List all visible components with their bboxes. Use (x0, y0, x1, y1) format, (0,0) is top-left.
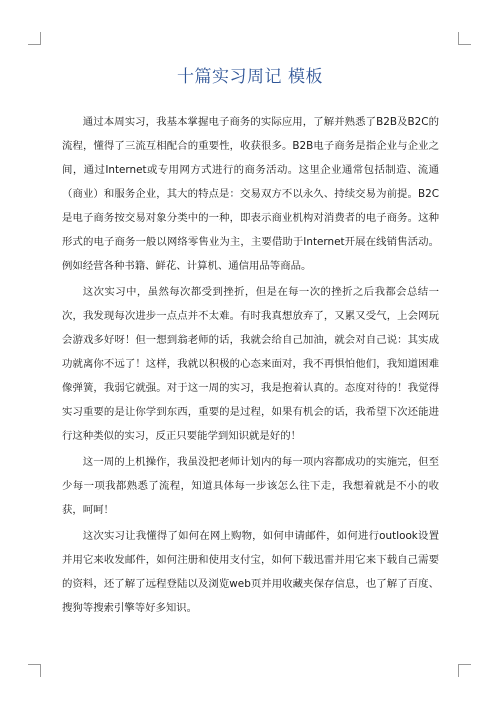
paragraph-1: 通过本周实习，我基本掌握电子商务的实际应用，了解并熟悉了B2B及B2C的流程，懂得了三流互相配合的重要性，收获很多。B2B电子商务是指企业与企业之间，通过Internet或专用网方式进行的商务活动。这里企业通常包括制造、流通（商业）和服务企业，其大的特点是：交易双方不以永久、持续交易为前提。B2C是电子商务按交易对象分类中的一种，即表示商业机构对消费者的电子商务。这种形式的电子商务一般以网络零售业为主，主要借助于Internet开展在线销售活动。例如经营各种书籍、鲜花、计算机、通信用品等商品。 (62, 116, 439, 272)
paragraph-3: 这一周的上机操作，我虽没把老师计划内的每一项内容都成功的实施完，但至少每一项我都熟悉了流程，知道具体每一步该怎么往下走，我想着就是不小的收获，呵呵！ (62, 456, 439, 516)
crop-mark-top-left (28, 32, 41, 45)
paragraph-2: 这次实习中，虽然每次都受到挫折，但是在每一次的挫折之后我都会总结一次，我发现每次进步一点点并不太难。有时我真想放弃了，又累又受气，上会网玩会游戏多好呀！但一想到翁老师的话，我就会给自己加油，就会对自己说：其实成功就离你不远了！这样，我就以积极的心态来面对，我不再惧怕他们，我知道困难像弹簧，我弱它就强。对于这一周的实习，我是抱着认真的。态度对待的！我觉得实习重要的是让你学到东西，重要的是过程，如果有机会的话，我希望下次还能进行这种类似的实习，反正只要能学到知识就是好的！ (62, 286, 439, 442)
paragraph-4: 这次实习让我懂得了如何在网上购物，如何申请邮件，如何进行outlook设置并用它来收发邮件，如何注册和使用支付宝，如何下载迅雷并用它来下载自己需要的资料，还了解了远程登陆以及浏览web页并用收藏夹保存信息，也了解了百度、搜狗等搜索引擎等好多知识。 (62, 530, 439, 614)
document-title: 十篇实习周记 模板 (177, 67, 323, 87)
crop-mark-top-right (458, 32, 471, 45)
document-body (62, 110, 439, 622)
crop-mark-bottom-right (458, 664, 471, 677)
crop-mark-bottom-left (28, 664, 41, 677)
